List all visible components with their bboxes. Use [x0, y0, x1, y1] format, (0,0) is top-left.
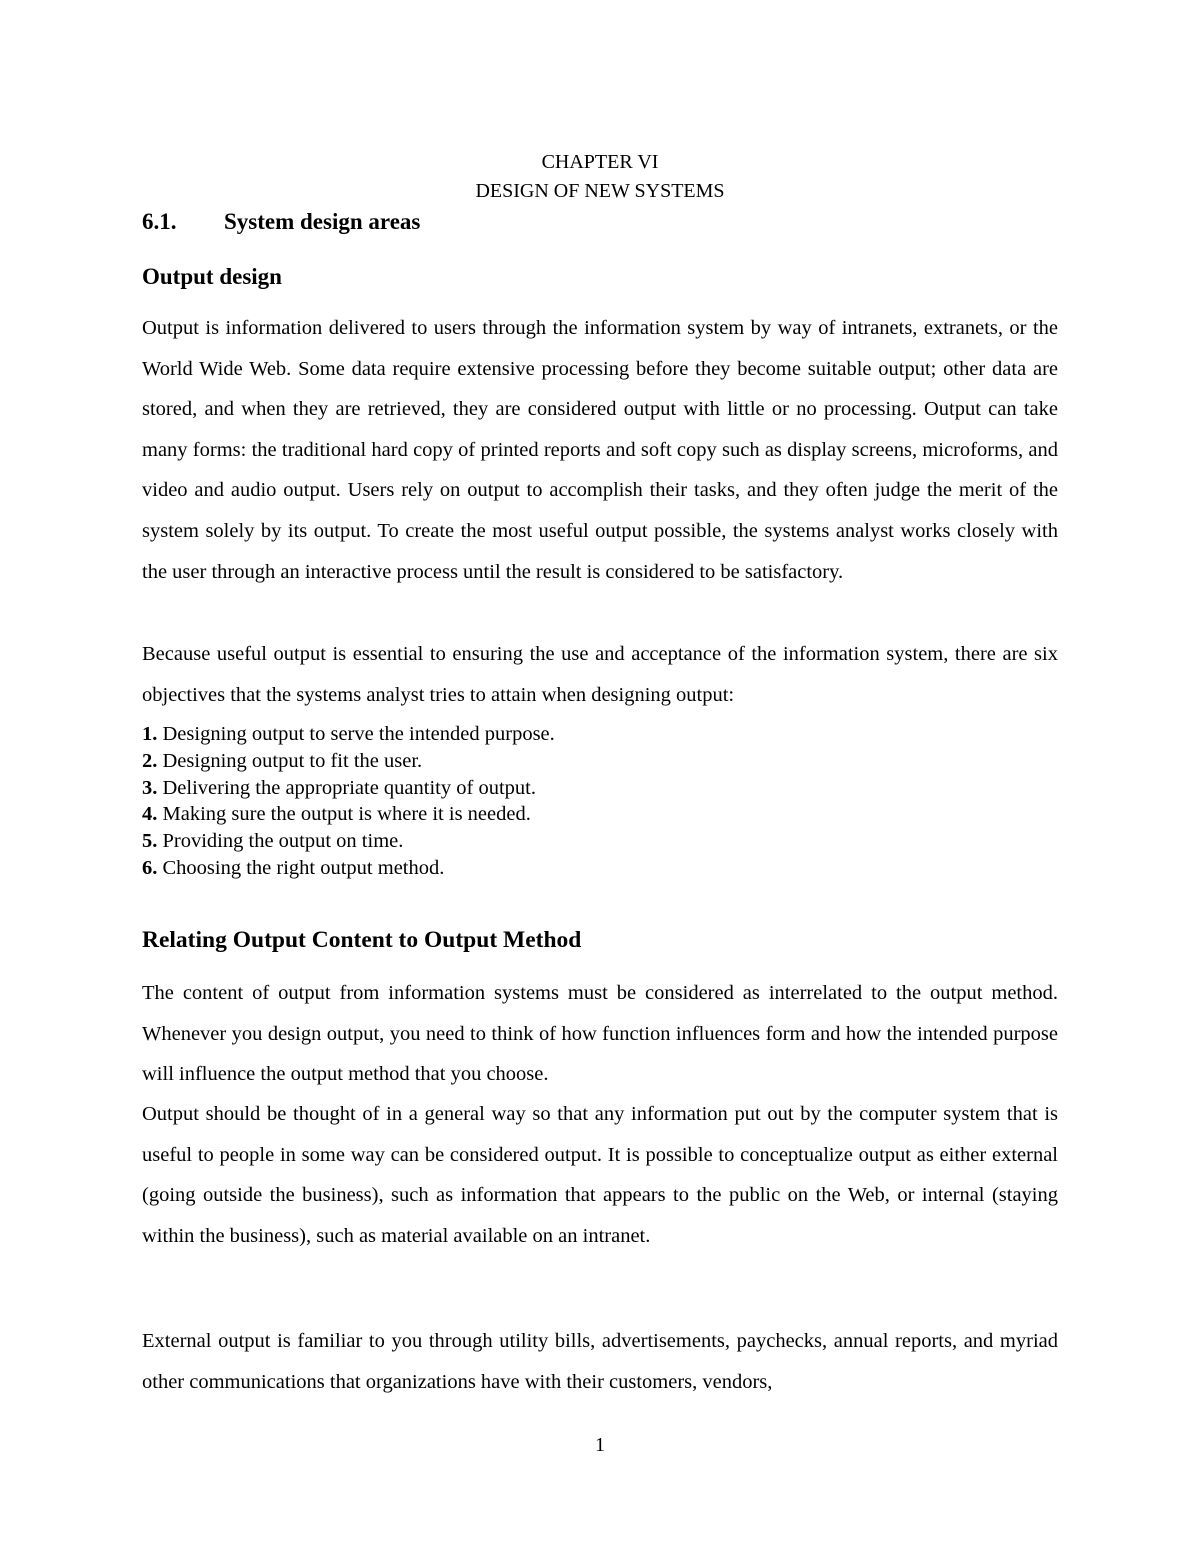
relating-paragraph-3 — [142, 1321, 1058, 1402]
paragraph-text: The content of output from information systems must be considered as interrelated to the output method. Whenever you design output, you need to think of how function influences form and how the intended purpose will influence the output method that you choose. — [142, 982, 1058, 1086]
list-item — [142, 721, 1058, 748]
list-item — [142, 775, 1058, 802]
output-design-paragraph-1 — [142, 308, 1058, 592]
output-design-heading: Output design — [142, 264, 282, 289]
relating-paragraph-2 — [142, 1094, 1058, 1256]
section-number: 6.1. — [142, 209, 177, 234]
list-item-text: Designing output to fit the user. — [157, 749, 423, 772]
chapter-number: CHAPTER VI — [541, 151, 659, 173]
objectives-list — [142, 721, 1058, 882]
section-title: System design areas — [224, 209, 421, 234]
paragraph-text: Output is information delivered to users through the information system by way of intranets, extranets, or the World Wide Web. Some data require extensive processing before they become suitable output; other data are stored, and when they are retrieved, they are considered output with little or no processing. Output can take many forms: the traditional hard copy of printed reports and soft copy such as display screens, microforms, and video and audio output. Users rely on output to accomplish their tasks, and they often judge the merit of the system solely by its output. To create the most useful output possible, the systems analyst works closely with the user through an interactive process until the result is considered to be satisfactory. — [142, 317, 1058, 583]
list-item-number: 2. — [142, 749, 158, 772]
section-heading — [142, 206, 420, 238]
output-design-paragraph-2 — [142, 634, 1058, 715]
page-number: 1 — [595, 1434, 605, 1456]
list-item-text: Designing output to serve the intended purpose. — [157, 723, 555, 745]
list-item-number: 1. — [142, 723, 158, 745]
list-item — [142, 801, 1058, 828]
list-item — [142, 748, 1058, 775]
list-item-number: 3. — [142, 776, 158, 799]
list-item-number: 4. — [142, 803, 158, 826]
list-item-text: Making sure the output is where it is needed. — [157, 803, 531, 826]
relating-output-heading: Relating Output Content to Output Method — [142, 927, 582, 953]
chapter-title: DESIGN OF NEW SYSTEMS — [475, 180, 725, 202]
list-item — [142, 828, 1058, 855]
list-item-text: Providing the output on time. — [157, 830, 404, 853]
list-item-number: 6. — [142, 856, 158, 879]
paragraph-text: Because useful output is essential to ensuring the use and acceptance of the information system, there are six objectives that the systems analyst tries to attain when designing output: — [142, 643, 1058, 706]
list-item-number: 5. — [142, 830, 158, 853]
list-item-text: Choosing the right output method. — [157, 856, 445, 879]
list-item — [142, 855, 1058, 882]
paragraph-text: Output should be thought of in a general way so that any information put out by the computer system that is useful to people in some way can be considered output. It is possible to conceptualize output as either external (going outside the business), such as information that appears to the public on the Web, or internal (staying within the business), such as material available on an intranet. — [142, 1103, 1058, 1247]
relating-paragraph-1 — [142, 973, 1058, 1095]
chapter-header — [0, 148, 1200, 206]
list-item-text: Delivering the appropriate quantity of output. — [157, 776, 536, 799]
paragraph-text: External output is familiar to you through utility bills, advertisements, paychecks, annual reports, and myriad other communications that organizations have with their customers, vendors, — [142, 1330, 1058, 1393]
